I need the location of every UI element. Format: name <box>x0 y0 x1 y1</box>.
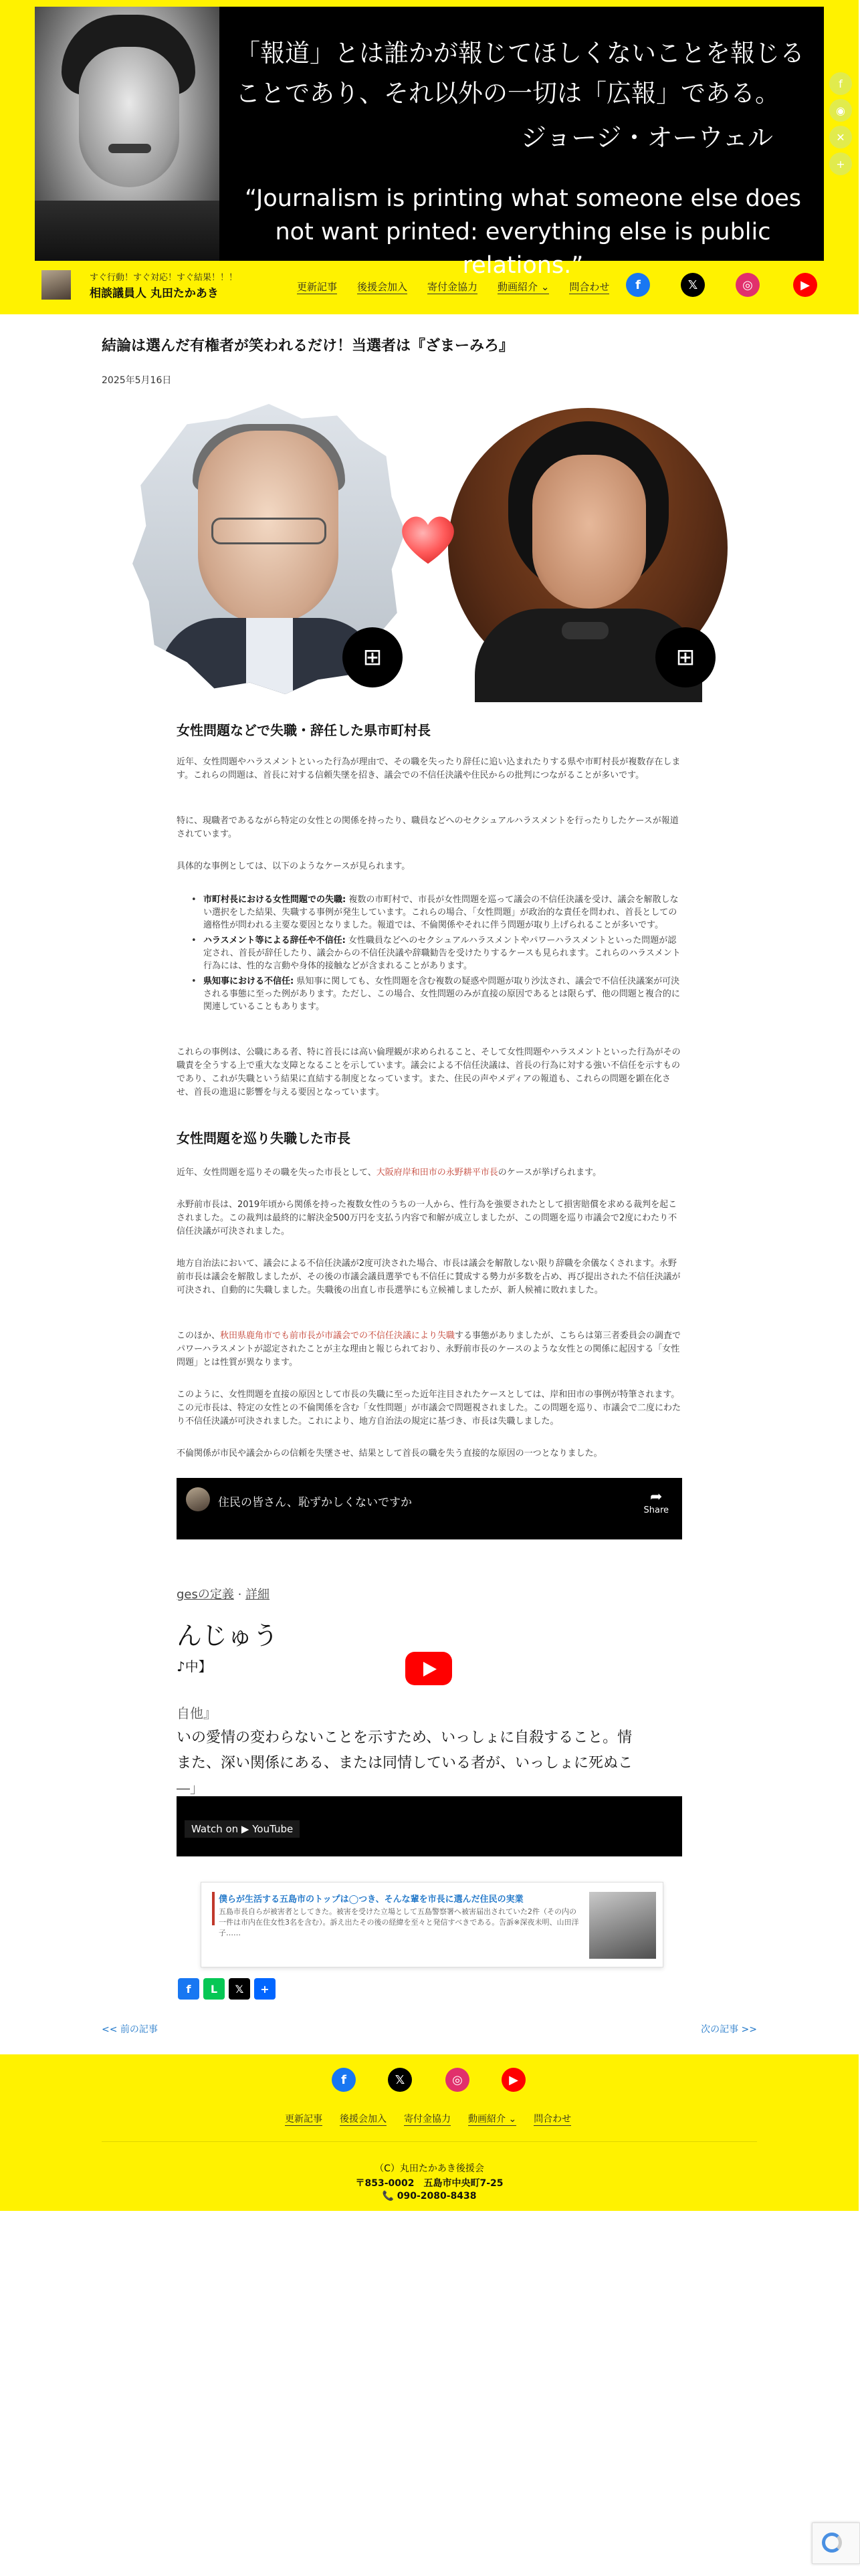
paragraph: 特に、現職者であるながら特定の女性との関係を持ったり、職員などへのセクシュアルハラスメントを行ったりしたケースが報道されています。 <box>177 816 679 839</box>
video-control-bar <box>177 1796 682 1856</box>
channel-avatar[interactable] <box>186 1487 210 1511</box>
menu-donate[interactable]: 寄付金協力 <box>427 281 478 293</box>
list-item-text: 複数の市町村で、市長が女性問題を巡って議会の不信任決議を受け、議会を解散しない選択をした結果、失職する事例が発生しています。これらの場合、「女性問題」が政治的な責任を問われ、首長としての適格性が問われる主要な要因となりました。報道では、不倫関係やそれに伴う問題が取り上げられることが多いです。 <box>203 895 679 930</box>
hero-quote-jp: 「報道」とは誰かが報じてほしくないことを報じることであり、それ以外の一切は「広報」である。 <box>235 39 804 108</box>
prev-post-link[interactable]: << 前の記事 <box>102 2024 158 2035</box>
menu-updates[interactable]: 更新記事 <box>297 281 338 293</box>
definition-link[interactable]: 詳細 <box>245 1588 270 1602</box>
heart-icon <box>395 505 461 572</box>
related-article-card[interactable] <box>201 1882 663 1967</box>
share-facebook-icon[interactable]: f <box>178 1978 199 2000</box>
kazuno-link[interactable]: 秋田県鹿角市でも前市長が市議会での不信任決議により失職 <box>220 1331 455 1341</box>
instagram-icon[interactable]: ◎ <box>736 273 760 297</box>
x-icon[interactable]: 𝕏 <box>388 2068 412 2092</box>
main-menu <box>297 280 609 294</box>
site-logo[interactable] <box>41 270 71 300</box>
hero-quote-en: “Journalism is printing what someone else does not want printed: everything else is public relations.” <box>244 185 802 279</box>
watch-on-youtube-button[interactable]: Watch on ▶ YouTube <box>185 1820 300 1838</box>
definition-line: gesの定義 · 詳細 <box>177 1588 270 1602</box>
bracket-note: ♪中】 <box>177 1658 212 1675</box>
section-heading-1: 女性問題などで失職・辞任した県市町村長 <box>177 722 431 738</box>
article-title: 結論は選んだ有権者が笑われるだけ！当選者は『ざまーみろ』 <box>102 338 514 354</box>
share-buttons <box>178 1978 276 2000</box>
paragraph: 近年、女性問題やハラスメントといった行為が理由で、その職を失ったり辞任に追い込まれたりする県や市町村長が複数存在します。これらの問題は、首長に対する信頼失墜を招き、議会での不信任決議や住民からの批判につながることが多いです。 <box>177 757 681 780</box>
list-item-text: 県知事に関しても、女性問題を含む複数の疑惑や問題が取り沙汰され、議会で不信任決議案が可決される事態に至った例があります。ただし、この場合、女性問題のみが直接の原因であるとは限らず、他の問題と複合的に関連していることもあります。 <box>203 976 680 1012</box>
instagram-icon[interactable]: ◎ <box>445 2068 469 2092</box>
youtube-icon[interactable]: ▶ <box>502 2068 526 2092</box>
copyright: （C）丸田たかあき後援会 <box>374 2163 484 2174</box>
share-line-icon[interactable]: L <box>203 1978 225 2000</box>
address: 〒853-0002 五島市中央町7-25 <box>355 2178 504 2189</box>
footer-menu <box>285 2112 571 2126</box>
share-button[interactable] <box>643 1489 669 1515</box>
side-share-facebook-icon[interactable]: f <box>829 72 852 95</box>
footer-menu-videos[interactable]: 動画紹介 ⌄ <box>468 2112 516 2126</box>
footer-menu-join[interactable]: 後援会加入 <box>340 2112 387 2126</box>
facebook-icon[interactable]: f <box>626 273 650 297</box>
definition-line-2: また、深い関係にある、または同情している者が、いっしょに死ぬこ <box>177 1755 633 1772</box>
list-item-label: ハラスメント等による辞任や不信任: <box>203 936 346 946</box>
definition-prefix: gesの定義 <box>177 1588 234 1602</box>
youtube-icon[interactable]: ▶ <box>793 273 817 297</box>
next-post-link[interactable]: 次の記事 >> <box>701 2024 757 2035</box>
list-item-label: 県知事における不信任: <box>203 976 294 986</box>
article-date: 2025年5月16日 <box>102 375 172 386</box>
footer-menu-donate[interactable]: 寄付金協力 <box>404 2112 451 2126</box>
paragraph <box>177 1329 682 1370</box>
list-item <box>201 975 682 1013</box>
menu-contact[interactable]: 問合わせ <box>569 281 610 293</box>
text: 近年、女性問題を巡りその職を失った市長として、 <box>177 1168 377 1178</box>
list-item <box>201 893 682 932</box>
facebook-icon[interactable]: f <box>332 2068 356 2092</box>
orwell-portrait <box>35 7 219 261</box>
footer-divider <box>102 2141 757 2142</box>
video-title[interactable]: 住民の皆さん、恥ずかしくないですか <box>218 1496 413 1509</box>
menu-join[interactable]: 後援会加入 <box>357 281 408 293</box>
recaptcha-badge[interactable] <box>812 2523 860 2564</box>
text: のケースが挙げられます。 <box>498 1168 602 1178</box>
kishiwada-link[interactable]: 大阪府岸和田市の永野耕平市長 <box>376 1168 498 1178</box>
paragraph <box>177 1166 682 1180</box>
paragraph: これらの事例は、公職にある者、特に首長には高い倫理観が求められること、そして女性問題やハラスメントといった行為がその職責を全うする上で重大な支障となることを示しています。議会による不信任決議は、首長の行為に対する強い不信任を示すものであり、これが失職という結果に直結する制度となっています。また、住民の声やメディアの報道も、これらの問題を顕在化させ、首長の進退に影響を与える要因となっています。 <box>177 1047 681 1097</box>
recaptcha-icon <box>822 2533 842 2553</box>
related-thumbnail[interactable] <box>589 1892 656 1959</box>
definition-tail: ―」 <box>177 1780 203 1796</box>
case-list <box>201 893 682 1016</box>
x-icon[interactable]: 𝕏 <box>681 273 705 297</box>
share-icon: ➦ <box>650 1489 663 1505</box>
site-name-link[interactable]: 相談議員人 丸田たかあき <box>90 287 219 300</box>
text: このほか、 <box>177 1331 221 1341</box>
phone[interactable]: 📞 090-2080-8438 <box>382 2191 477 2202</box>
source-note: 自他』 <box>177 1705 217 1721</box>
share-plus-icon[interactable]: + <box>254 1978 276 2000</box>
menu-videos[interactable]: 動画紹介 ⌄ <box>498 281 550 293</box>
text: する事態がありましたが、こちらは第三者委員会の調査でパワーハラスメントが認定されたことが主な理由と報じられており、永野前市長のケースのような女性との関係に起因する「女性問題」とは性質が異なります。 <box>177 1331 681 1368</box>
related-excerpt: 五島市長自らが被害者としてきた。被害を受けた立場として五島警察署へ被害届出されていた2件（その内の一件は市内在住女性3名を含む）。訴え出たその後の経緯を至々と発信すべきである。告訴※深夜未明、山田洋子…… <box>219 1907 579 1937</box>
add-image-icon[interactable]: ⊞ <box>655 627 716 687</box>
list-item-label: 市町村長における女性問題での失職: <box>203 895 346 905</box>
definition-body <box>177 1725 682 1776</box>
paragraph: 具体的な事例としては、以下のようなケースが見られます。 <box>177 861 411 871</box>
footer-menu-contact[interactable]: 問合わせ <box>534 2112 571 2126</box>
list-item-text: 女性職員などへのセクシュアルハラスメントやパワーハラスメントといった問題が認定され、首長が辞任したり、議会からの不信任決議や辞職勧告を受けたりするケースも見られます。これらのハラスメント行為には、性的な言動や身体的接触などが含まれることがあります。 <box>203 936 681 971</box>
add-image-icon[interactable]: ⊞ <box>342 627 403 687</box>
paragraph: 不倫関係が市民や議会からの信頼を失墜させ、結果として首長の職を失う直接的な原因の一つとなりました。 <box>177 1448 603 1459</box>
play-button[interactable] <box>405 1652 452 1685</box>
paragraph: このように、女性問題を直接の原因として市長の失職に至った近年注目されたケースとしては、岸和田市の事例が特筆されます。この元市長は、特定の女性との不倫関係を含む「女性問題」が市議会で問題視されました。この問題を巡り、市議会で二度にわたり不信任決議が可決されました。これにより、地方自治法の規定に基づき、市長は失職しました。 <box>177 1390 681 1426</box>
site-header <box>0 266 859 306</box>
definition-line-1: いの愛情の変わらないことを示すため、いっしょに自殺すること。情 <box>177 1729 633 1746</box>
footer-menu-updates[interactable]: 更新記事 <box>285 2112 322 2126</box>
site-tagline: すぐ行動！すぐ対応！すぐ結果！！！ <box>90 273 238 283</box>
youtube-embed-short[interactable] <box>177 1478 682 1539</box>
side-share-x-icon[interactable]: ✕ <box>829 126 852 148</box>
accent-bar <box>212 1892 215 1925</box>
paragraph: 地方自治法において、議会による不信任決議が2度可決された場合、市長は議会を解散しない限り辞職を余儀なくされます。永野前市長は議会を解散しましたが、その後の市議会議員選挙でも不信任に賛成する勢力が多数を占め、再び提出された不信任決議が可決され、自動的に失職しました。失職後の出直し市長選挙にも立候補しましたが、新人候補に敗れました。 <box>177 1259 681 1295</box>
related-title[interactable]: 僕らが生活する五島市のトップは◯つき、そんな輩を市長に選んだ住民の実業 <box>219 1895 524 1905</box>
side-share-line-icon[interactable]: ◉ <box>829 99 852 122</box>
side-share-plus-icon[interactable]: + <box>829 152 852 175</box>
hero-author: ジョージ・オーウェル <box>521 123 773 152</box>
paragraph: 永野前市長は、2019年頃から関係を持った複数女性のうちの一人から、性行為を強要されたとして損害賠償を求める裁判を起こされました。この裁判は最終的に解決金500万円を支払う内容で和解が成立しましたが、この問題を巡り市議会で2度にわたり不信任決議が可決されました。 <box>177 1200 677 1237</box>
share-label: Share <box>643 1505 669 1515</box>
list-item <box>201 934 682 972</box>
site-footer <box>0 2054 859 2211</box>
share-x-icon[interactable]: 𝕏 <box>229 1978 250 2000</box>
headword: んじゅう <box>177 1621 279 1650</box>
section-heading-2: 女性問題を巡り失職した市長 <box>177 1130 350 1146</box>
